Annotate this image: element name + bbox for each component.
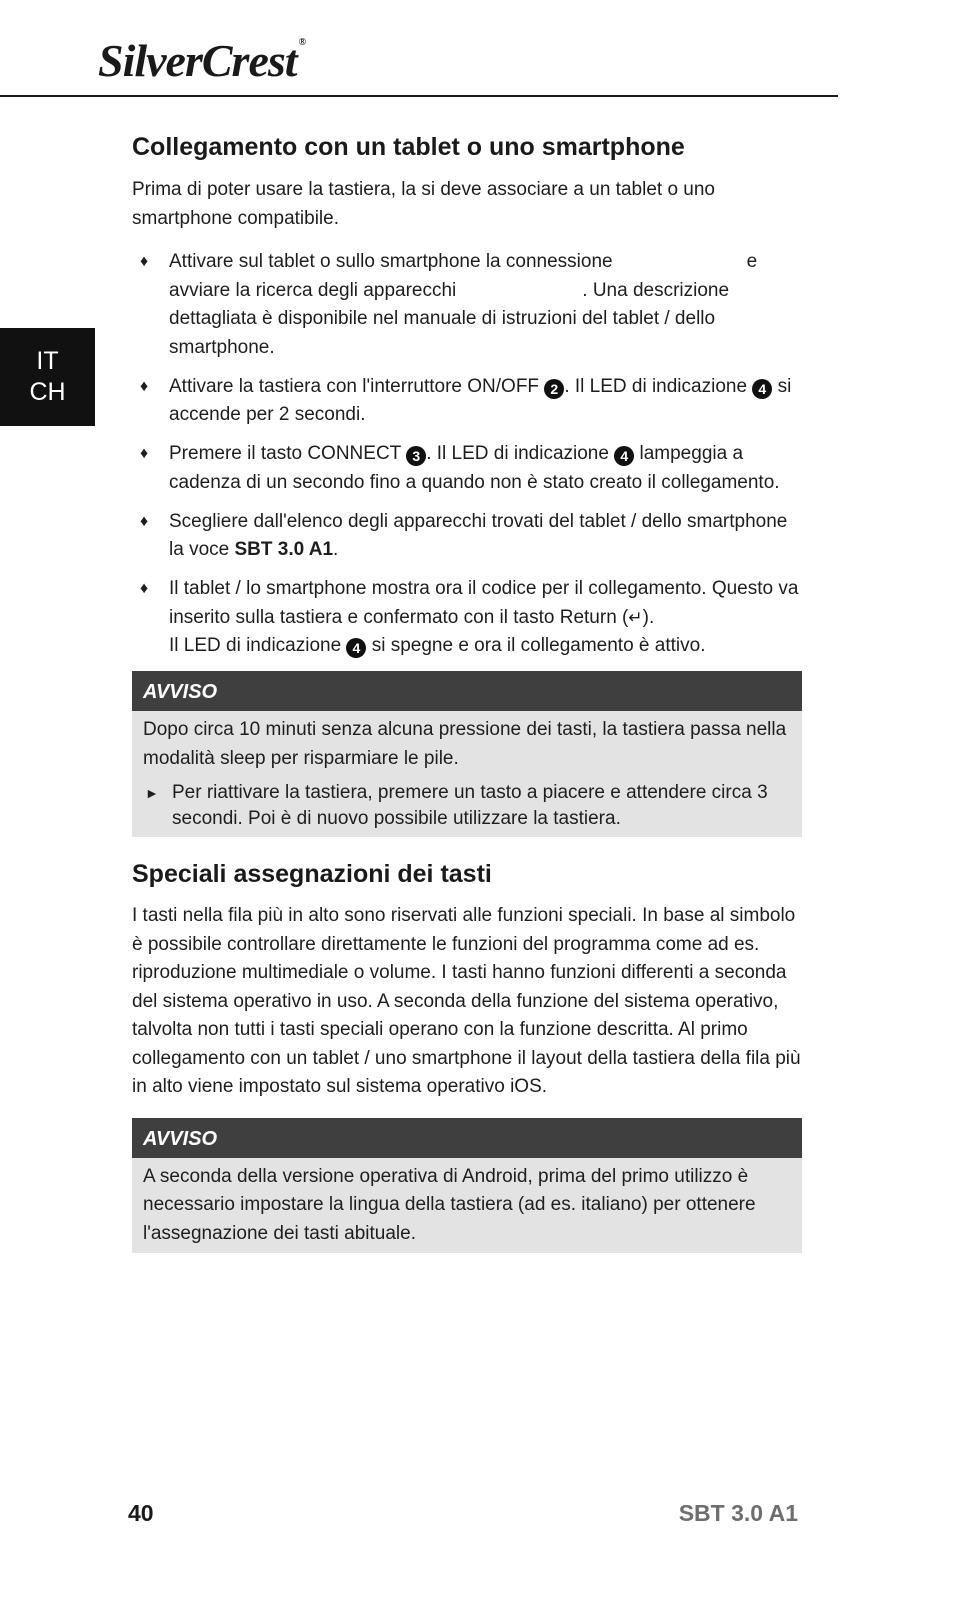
step-item: ♦ Premere il tasto CONNECT 3 . Il LED di indicazione 4 lampeggia a cadenza di un secondo fino a quando non è stato creato il collegamento.: [132, 440, 802, 497]
diamond-bullet-icon: ♦: [140, 445, 149, 462]
language-tab-ch: CH: [29, 378, 66, 406]
diamond-bullet-icon: ♦: [140, 253, 149, 270]
notice-text: A seconda della versione operativa di Android, prima del primo utilizzo è necessario impostare la lingua della tastiera (ad es. italiano) per ottenere l'assegnazione dei tasti abituale.: [143, 1165, 756, 1244]
header-divider: [0, 95, 838, 97]
number-badge-icon: 3: [406, 446, 426, 466]
page-content: [132, 130, 802, 1253]
language-tab: [0, 328, 95, 426]
section-body: I tasti nella fila più in alto sono riservati alle funzioni speciali. In base al simbolo è possibile controllare direttamente le funzioni del programma come ad es. riproduzione multimediale o volume. I tasti hanno funzioni differenti a seconda del sistema operativo in uso. A seconda della funzione del sistema operativo, talvolta non tutti i tasti speciali operano con la funzione descritta. Al primo collegamento con un tablet / uno smartphone il layout della tastiera della fila più in alto viene impostato sul sistema operativo iOS.: [132, 905, 801, 1097]
diamond-bullet-icon: ♦: [140, 580, 149, 597]
section-intro: Prima di poter usare la tastiera, la si deve associare a un tablet o uno smartphone compatibile.: [132, 179, 715, 229]
return-key-icon: ↵: [628, 607, 643, 627]
number-badge-icon: 4: [346, 638, 366, 658]
step-item: ♦ Attivare la tastiera con l'interruttore ON/OFF 2 . Il LED di indicazione 4 si accende per 2 secondi.: [132, 373, 802, 430]
number-badge-icon: 2: [544, 379, 564, 399]
notice-label: AVVISO: [132, 1118, 802, 1158]
step-item: ♦ Attivare sul tablet o sullo smartphone la connessione e avviare la ricerca degli apparecchi . Una descrizione dettagliata è disponibile nel manuale di istruzioni del tablet / dello smartphone.: [132, 248, 802, 362]
section-title-connection: Collegamento con un tablet o uno smartphone: [132, 133, 685, 161]
section-title-special-keys: Speciali assegnazioni dei tasti: [132, 860, 492, 888]
arrow-right-icon: ►: [145, 785, 159, 801]
step-item: ♦ Scegliere dall'elenco degli apparecchi trovati del tablet / dello smartphone la voce SBT 3.0 A1.: [132, 508, 802, 565]
notice-box: [132, 1118, 802, 1254]
notice-text: Dopo circa 10 minuti senza alcuna pressione dei tasti, la tastiera passa nella modalità sleep per risparmiare le pile.: [143, 719, 787, 769]
steps-list: [132, 248, 802, 661]
notice-box: [132, 671, 802, 837]
language-tab-it: IT: [36, 347, 59, 375]
number-badge-icon: 4: [752, 379, 772, 399]
number-badge-icon: 4: [614, 446, 634, 466]
notice-action: ► Per riattivare la tastiera, premere un tasto a piacere e attendere circa 3 secondi. Poi è di nuovo possibile utilizzare la tastiera.: [145, 782, 768, 829]
model-name: SBT 3.0 A1: [678, 1500, 798, 1526]
step-item: ♦ Il tablet / lo smartphone mostra ora il codice per il collegamento. Questo va inserito sulla tastiera e confermato con il tasto Return (↵). Il LED di indicazione 4 si spegne e ora il collegamento è attivo.: [132, 575, 802, 661]
diamond-bullet-icon: ♦: [140, 512, 149, 530]
page-number: 40: [128, 1500, 154, 1526]
brand-logo: SilverCrest ®: [98, 35, 306, 86]
notice-label: AVVISO: [132, 671, 802, 711]
diamond-bullet-icon: ♦: [140, 377, 149, 395]
